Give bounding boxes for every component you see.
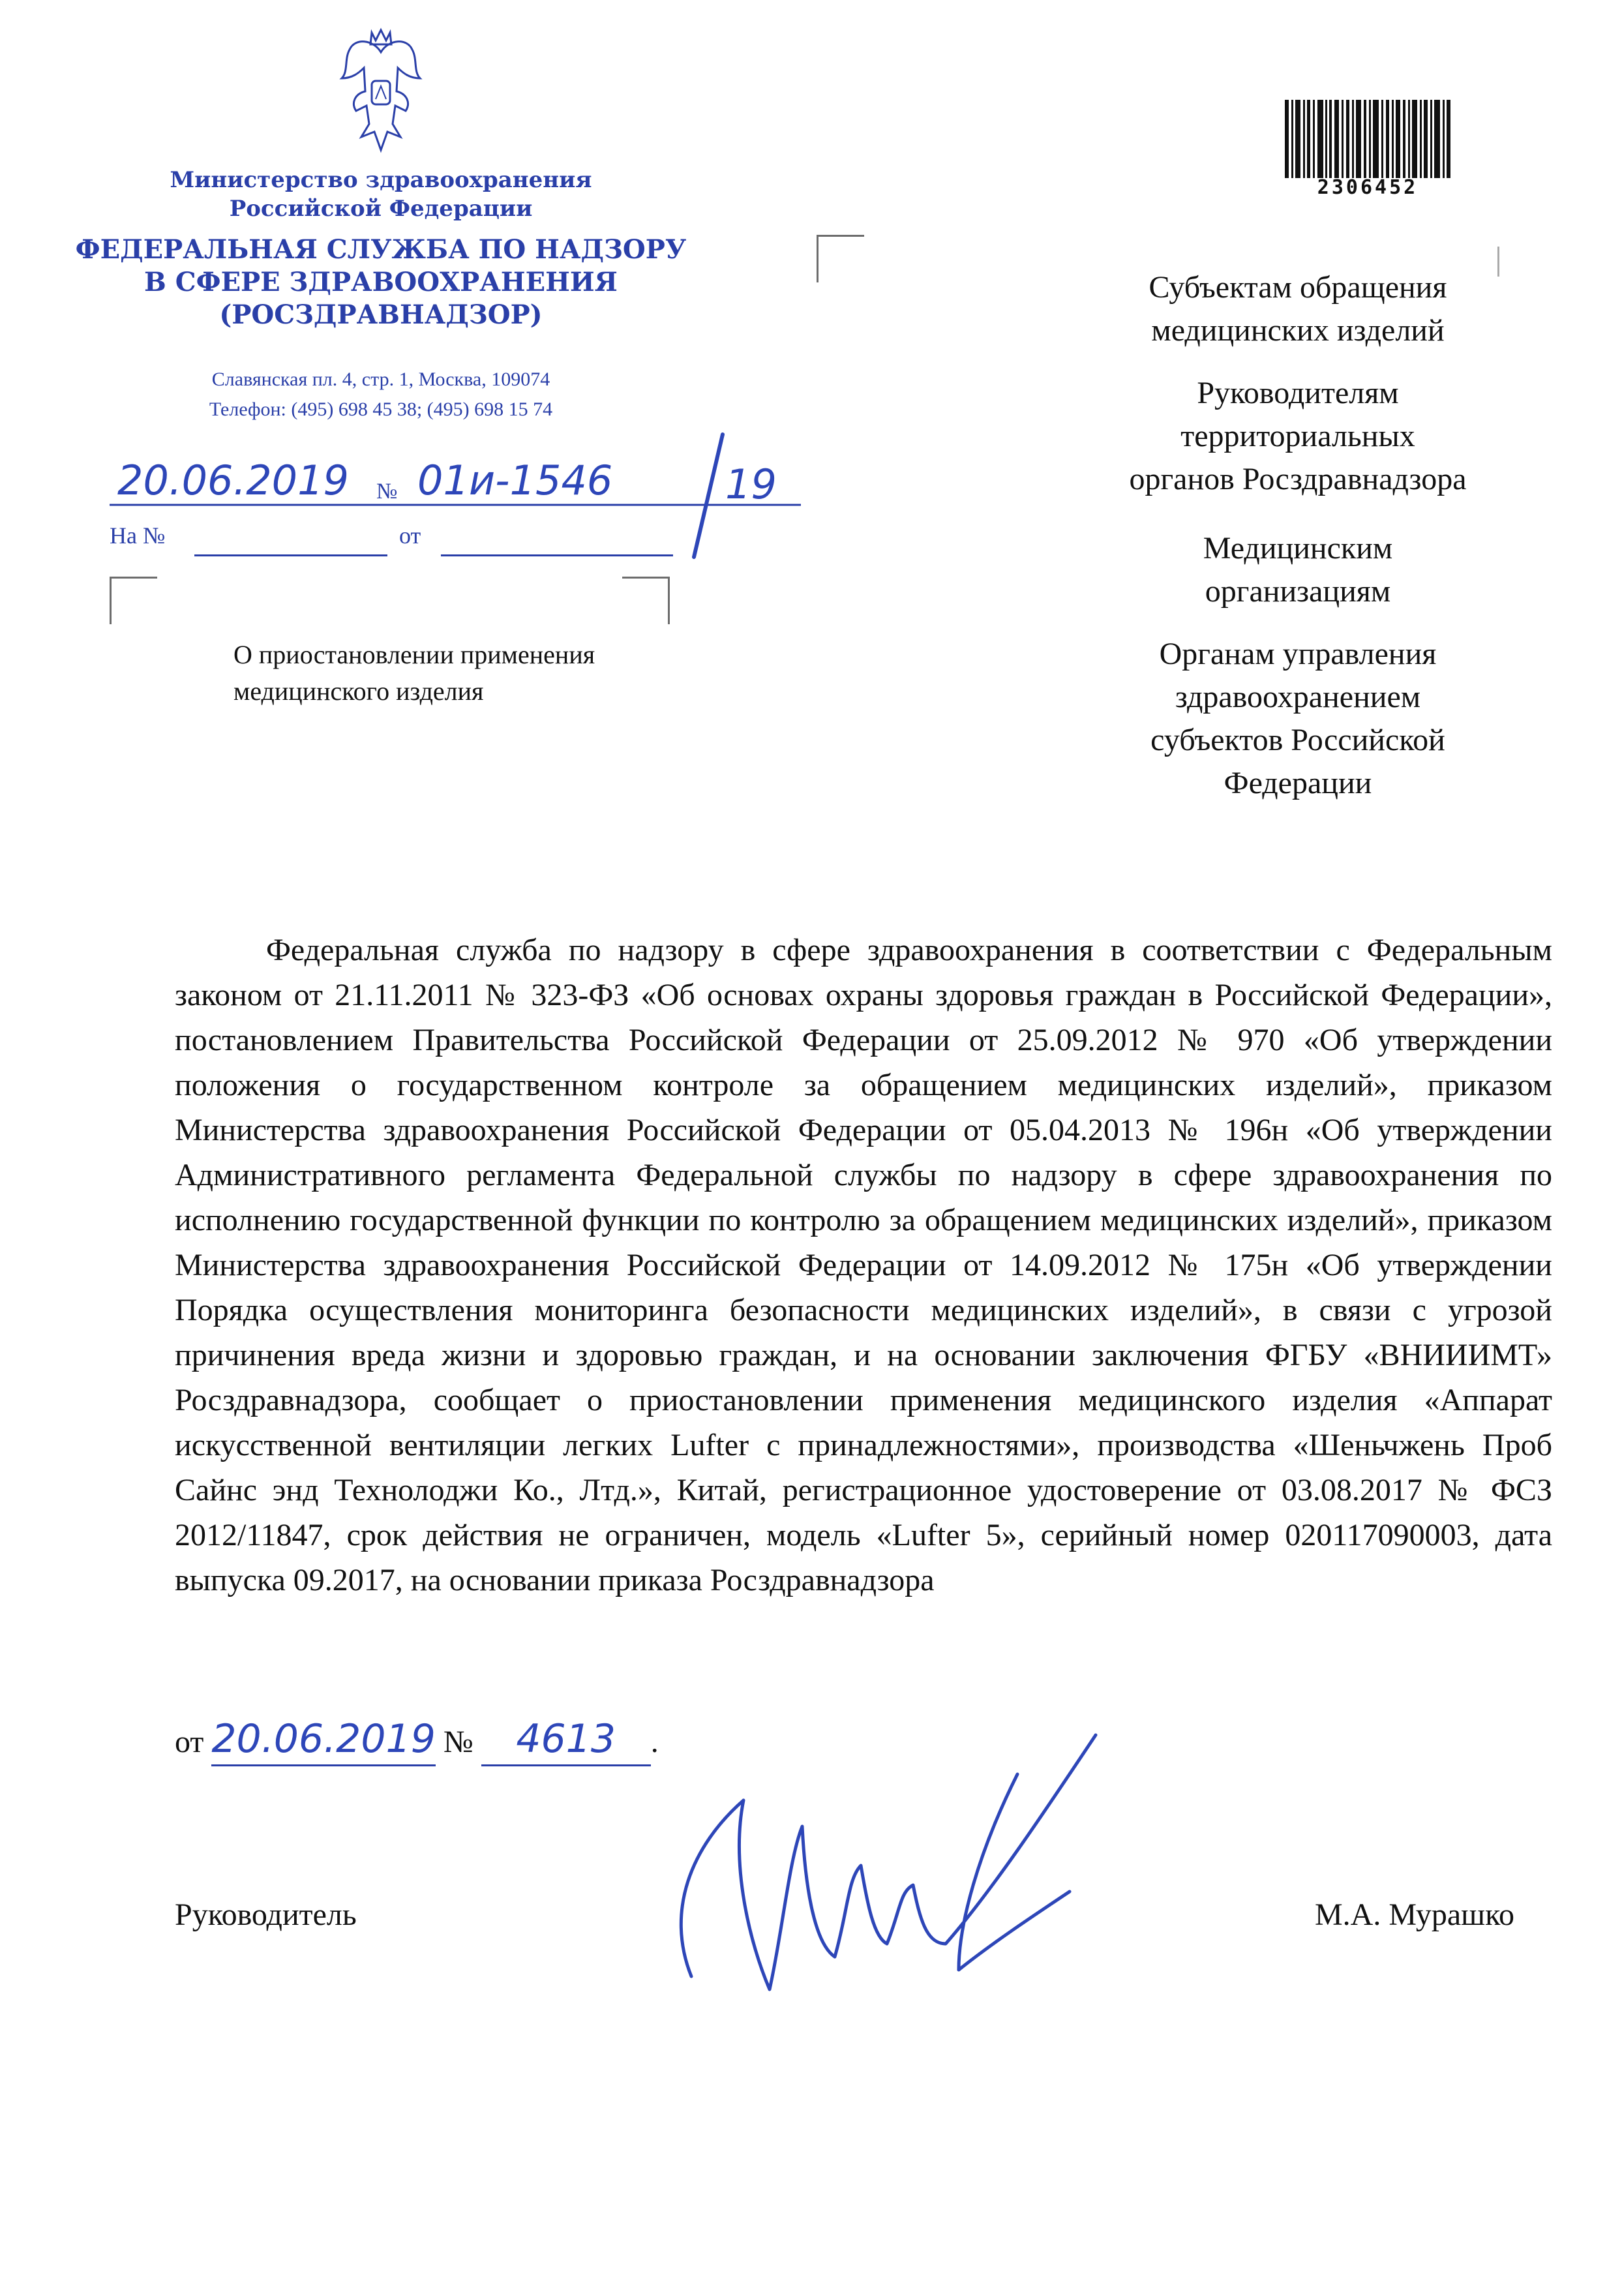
reference-number-field	[194, 554, 387, 556]
barcode-icon	[1282, 94, 1453, 184]
order-number: 4613	[516, 1716, 616, 1762]
reference-date-field	[441, 554, 673, 556]
addressee-2-line-2: территориальных	[1180, 419, 1415, 453]
addressee-4	[1004, 633, 1591, 805]
reference-from-label: от	[399, 522, 421, 549]
addressee-1-line-2: медицинских изделий	[1151, 313, 1445, 348]
reference-number-label: На №	[110, 522, 166, 549]
registration-number: 01и-1546	[417, 457, 613, 504]
subject-line-2: медицинского изделия	[233, 676, 484, 706]
service-line-3: (РОСЗДРАВНАДЗОР)	[219, 299, 543, 330]
ministry-name	[42, 166, 720, 223]
addressee-4-line-1: Органам управления	[1159, 637, 1437, 671]
order-prefix: от	[175, 1725, 204, 1759]
addressee-2	[1004, 372, 1591, 501]
service-line-1: ФЕДЕРАЛЬНАЯ СЛУЖБА ПО НАДЗОРУ	[75, 234, 687, 265]
addressee-1	[1004, 266, 1591, 352]
order-reference	[175, 1717, 659, 1766]
signatory-name: М.А. Мурашко	[1315, 1897, 1514, 1932]
double-headed-eagle-icon	[335, 26, 427, 157]
subject-bracket-left	[110, 577, 157, 624]
addressee-1-line-1: Субъектам обращения	[1149, 270, 1447, 305]
address-line-2: Телефон: (495) 698 45 38; (495) 698 15 74	[209, 399, 553, 420]
registration-slash	[689, 430, 728, 561]
subject-bracket-right	[622, 577, 670, 624]
order-date: 20.06.2019	[211, 1716, 436, 1762]
barcode-number: 2306452	[1317, 176, 1419, 199]
ministry-line-2: Российской Федерации	[229, 196, 533, 222]
address-line-1: Славянская пл. 4, стр. 1, Москва, 109074	[211, 369, 550, 390]
addressee-4-line-3: субъектов Российской	[1150, 723, 1445, 757]
addressee-4-line-2: здравоохранением	[1175, 680, 1421, 714]
addressee-3-line-1: Медицинским	[1203, 531, 1393, 566]
handwritten-signature	[652, 1696, 1109, 2042]
subject-heading	[233, 637, 595, 710]
addressee-bracket-left	[817, 235, 864, 282]
registration-number-label: №	[376, 479, 398, 504]
ministry-line-1: Министерство здравоохранения	[170, 167, 592, 193]
service-line-2: В СФЕРЕ ЗДРАВООХРАНЕНИЯ	[144, 267, 618, 297]
order-number-label: №	[443, 1725, 473, 1759]
addressee-2-line-1: Руководителям	[1197, 376, 1399, 410]
registration-year: 19	[725, 461, 777, 508]
subject-line-1: О приостановлении применения	[233, 640, 595, 669]
service-name	[42, 234, 720, 331]
addressee-2-line-3: органов Росздравнадзора	[1129, 462, 1467, 496]
registration-date: 20.06.2019	[117, 457, 349, 504]
order-suffix: .	[650, 1725, 659, 1759]
addressee-3-line-2: организациям	[1205, 574, 1391, 609]
signatory-title: Руководитель	[175, 1897, 357, 1932]
body-paragraph: Федеральная служба по надзору в сфере здравоохранения в соответствии с Федеральным законом от 21.11.2011 № 323-ФЗ «Об основах охраны здоровья граждан в Российской Федерации», постановлением Правительства Российской Федерации от 25.09.2012 № 970 «Об утверждении положения о государственном контроле за обращением медицинских изделий», приказом Министерства здравоохранения Российской Федерации от 05.04.2013 № 196н «Об утверждении Административного регламента Федеральной службы по надзору в сфере здравоохранения по исполнению государственной функции по контролю за обращением медицинских изделий», приказом Министерства здравоохранения Российской Федерации от 14.09.2012 № 175н «Об утверждении Порядка осуществления мониторинга безопасности медицинских изделий», в связи с угрозой причинения вреда жизни и здоровью граждан, и на основании заключения ФГБУ «ВНИИИМТ» Росздравнадзора, сообщает о приостановлении применения медицинского изделия «Аппарат искусственной вентиляции легких Lufter с принадлежностями», производства «Шеньчжень Проб Сайнс энд Технолоджи Ко., Лтд.», Китай, регистрационное удостоверение от 03.08.2017 № ФСЗ 2012/11847, срок действия не ограничен, модель «Lufter 5», серийный номер 020117090003, дата выпуска 09.2017, на основании приказа Росздравнадзора	[175, 933, 1552, 1597]
addressee-3	[1004, 527, 1591, 613]
addressee-4-line-4: Федерации	[1224, 766, 1372, 800]
